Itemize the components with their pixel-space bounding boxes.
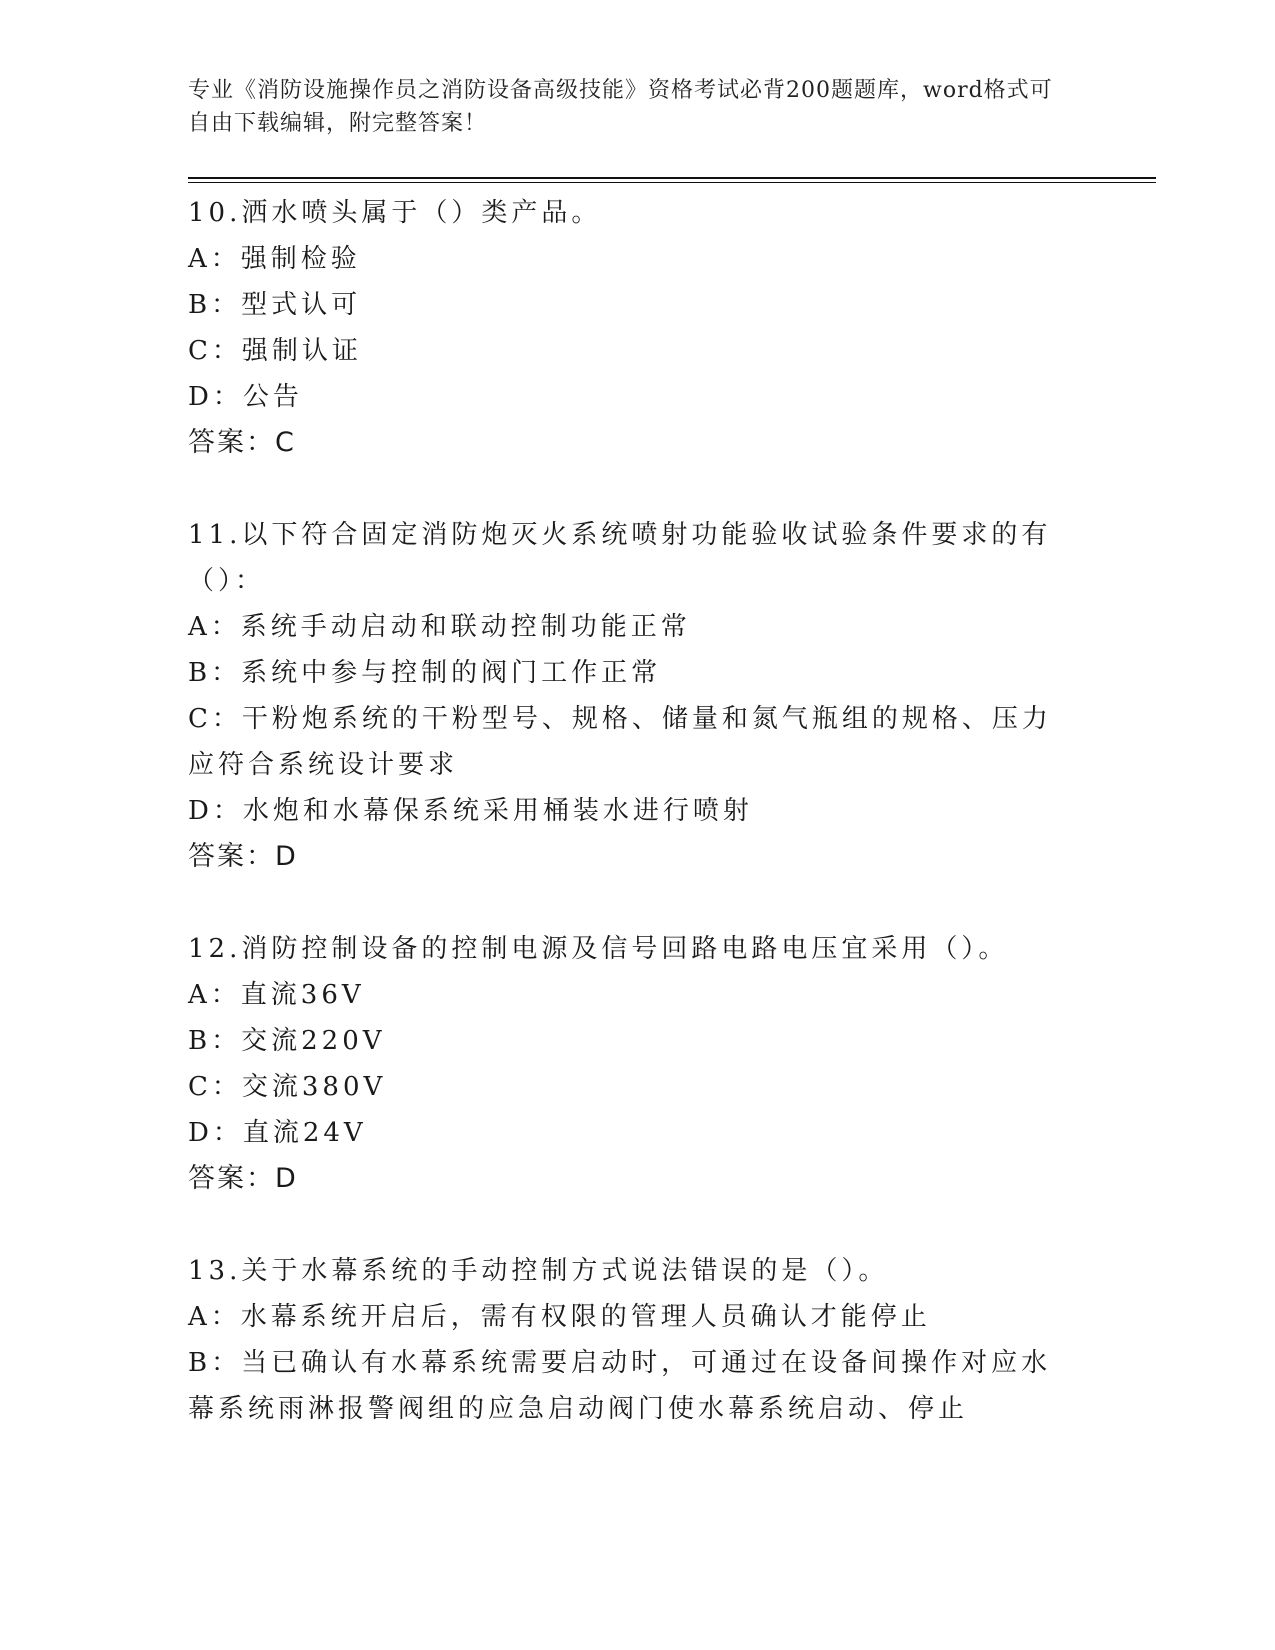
option-d: D：水炮和水幕保系统采用桶装水进行喷射 xyxy=(188,796,753,826)
option-c: C：干粉炮系统的干粉型号、规格、储量和氮气瓶组的规格、压力应符合系统设计要求 xyxy=(188,704,1052,780)
option-b: B：当已确认有水幕系统需要启动时，可通过在设备间操作对应水幕系统雨淋报警阀组的应急启动阀门使水幕系统启动、停止 xyxy=(188,1348,1052,1424)
header-rule-thick xyxy=(188,177,1156,179)
document-header: 专业《消防设施操作员之消防设备高级技能》资格考试必背200题题库，word格式可自由下载编辑，附完整答案！ xyxy=(188,78,1053,136)
option-a: A：水幕系统开启后，需有权限的管理人员确认才能停止 xyxy=(188,1302,931,1332)
option-b: B：型式认可 xyxy=(188,290,362,320)
option-b: B：交流220V xyxy=(188,1026,386,1056)
header-rule-thin xyxy=(188,182,1156,183)
answer-line: 答案：C xyxy=(188,427,296,458)
question-stem: 10.洒水喷头属于（）类产品。 xyxy=(188,198,602,228)
option-b: B：系统中参与控制的阀门工作正常 xyxy=(188,658,662,688)
question-list xyxy=(188,190,1088,1432)
option-d: D：公告 xyxy=(188,382,303,412)
option-d: D：直流24V xyxy=(188,1118,367,1148)
answer-line: 答案：D xyxy=(188,841,298,872)
question-13 xyxy=(188,1248,1088,1432)
option-a: A：系统手动启动和联动控制功能正常 xyxy=(188,612,691,642)
option-c: C：交流380V xyxy=(188,1072,387,1102)
spacer xyxy=(188,880,1088,926)
spacer xyxy=(188,466,1088,512)
question-12 xyxy=(188,926,1088,1202)
question-stem: 13.关于水幕系统的手动控制方式说法错误的是（）。 xyxy=(188,1256,889,1286)
answer-line: 答案：D xyxy=(188,1163,298,1194)
spacer xyxy=(188,1202,1088,1248)
question-10 xyxy=(188,190,1088,466)
question-stem: 12.消防控制设备的控制电源及信号回路电路电压宜采用（）。 xyxy=(188,934,1009,964)
option-a: A：强制检验 xyxy=(188,244,361,274)
option-c: C：强制认证 xyxy=(188,336,362,366)
option-a: A：直流36V xyxy=(188,980,365,1010)
question-11 xyxy=(188,512,1088,880)
question-stem: 11.以下符合固定消防炮灭火系统喷射功能验收试验条件要求的有（）： xyxy=(188,520,1052,596)
